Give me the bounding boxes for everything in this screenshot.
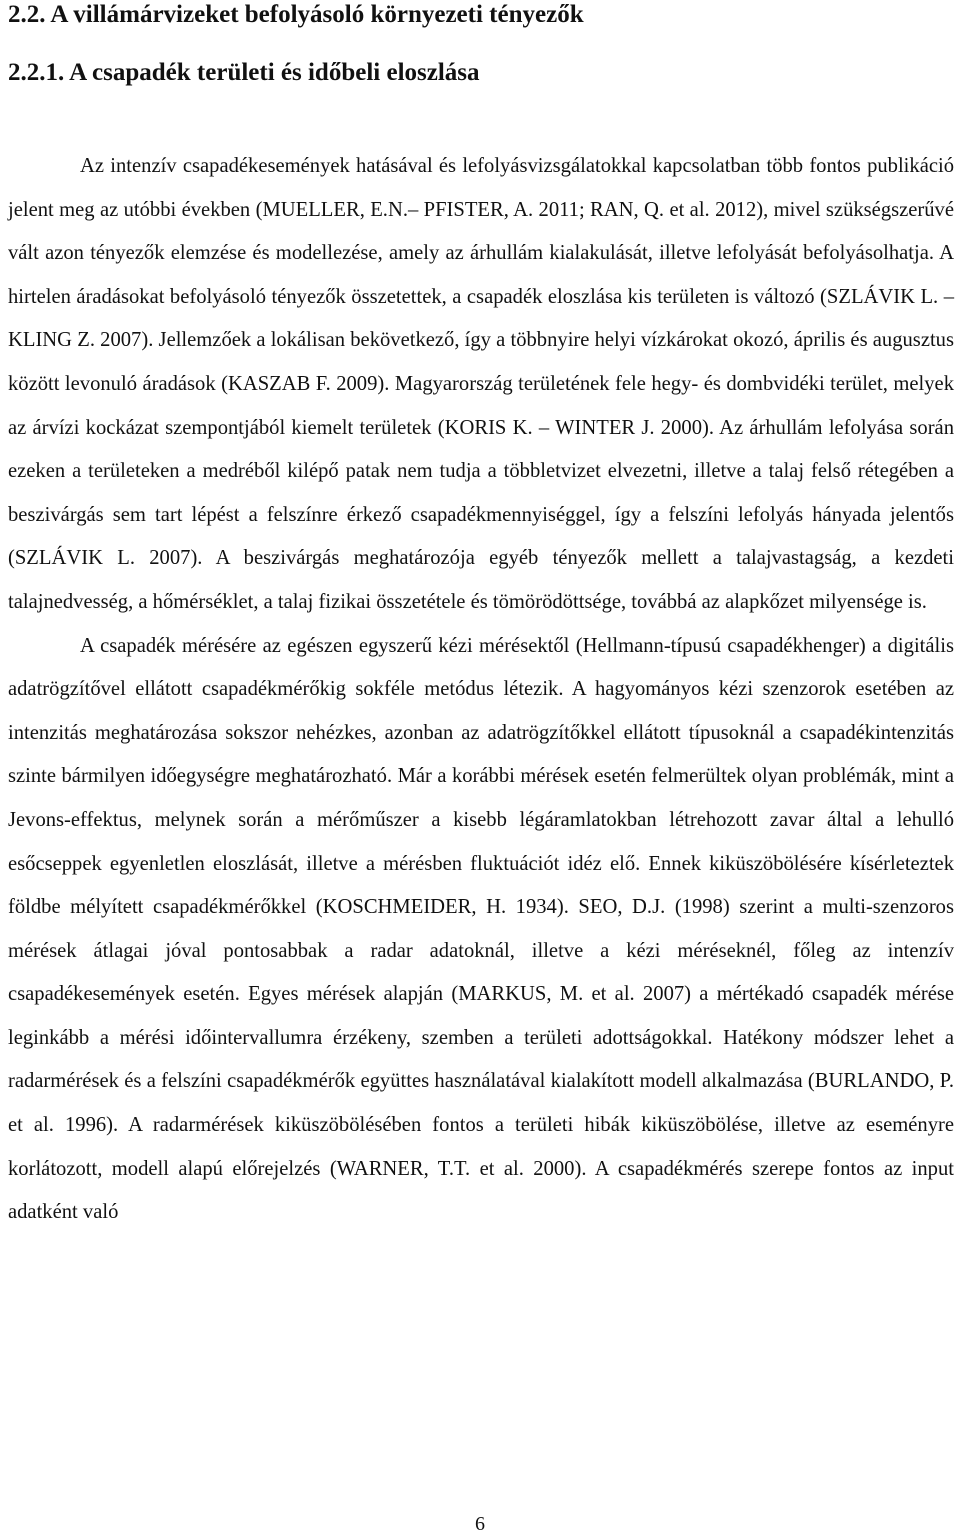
paragraph-text: Az intenzív csapadékesemények hatásával és lefolyásvizsgálatokkal kapcsolatban több fontos publikáció jelent meg az utóbbi években (MUELLER, E.N.– PFISTER, A. 2011; RAN, Q. et al. 2012), mivel szükségszerűvé vált azon tényezők elemzése és modellezése, amely az árhullám kialakulását, illetve lefolyását befolyásolhatja. A hirtelen áradásokat befolyásoló tényezők összetettek, a csapadék eloszlása kis területen is változó (SZLÁVIK L. – KLING Z. 2007). Jellemzőek a lokálisan bekövetkező, így a többnyire helyi vízkárokat okozó, április és augusztus között levonuló áradások (KASZAB F. 2009). Magyarország területének fele hegy- és dombvidéki terület, melyek az árvízi kockázat szempontjából kiemelt területek (KORIS K. – WINTER J. 2000). Az árhullám lefolyása során ezeken a területeken a medréből kilépő patak nem tudja a többletvizet elvezetni, illetve a talaj felső rétegében a beszivárgás sem tart lépést a felszínre érkező csapadékmennyiséggel, így a felszíni lefolyás hányada jelentős (SZLÁVIK L. 2007). A beszivárgás meghatározója egyéb tényezők mellett a talajvastagság, a kezdeti talajnedvesség, a hőmérséklet, a talaj fizikai összetétele és tömörödöttsége, továbbá az alapkőzet milyensége is.	[8, 155, 954, 613]
subsection-heading: 2.2.1. A csapadék területi és időbeli eloszlása	[8, 59, 480, 86]
body-text	[8, 145, 954, 1235]
paragraph	[8, 145, 954, 625]
section-heading: 2.2. A villámárvizeket befolyásoló környezeti tényezők	[8, 1, 584, 28]
page-number: 6	[475, 1513, 485, 1535]
paragraph-text: A csapadék mérésére az egészen egyszerű kézi mérésektől (Hellmann-típusú csapadékhenger) a digitális adatrögzítővel ellátott csapadékmérőkig sokféle metódus létezik. A hagyományos kézi szenzorok esetében az intenzitás meghatározása sokszor nehézkes, azonban az adatrögzítőkkel ellátott típusoknál a csapadékintenzitás szinte bármilyen időegységre meghatározható. Már a korábbi mérések esetén felmerültek olyan problémák, mint a Jevons-effektus, melynek során a mérőműszer a kisebb légáramlatokban létrehozott zavar által a lehulló esőcseppek egyenletlen eloszlását, illetve a mérésben fluktuációt idéz elő. Ennek kiküszöbölésére kísérleteztek földbe mélyített csapadékmérőkkel (KOSCHMEIDER, H. 1934). SEO, D.J. (1998) szerint a multi-szenzoros mérések átlagai jóval pontosabbak a radar adatoknál, illetve a kézi méréseknél, főleg az intenzív csapadékesemények esetén. Egyes mérések alapján (MARKUS, M. et al. 2007) a mértékadó csapadék mérése leginkább a mérési időintervallumra érzékeny, szemben a területi adottságokkal. Hatékony módszer lehet a radarmérések és a felszíni csapadékmérők együttes használatával kialakított modell alkalmazása (BURLANDO, P. et al. 1996). A radarmérések kiküszöbölésében fontos a területi hibák kiküszöbölése, illetve az eseményre korlátozott, modell alapú előrejelzés (WARNER, T.T. et al. 2000). A csapadékmérés szerepe fontos az input adatként való	[8, 634, 954, 1224]
paragraph	[8, 625, 954, 1235]
